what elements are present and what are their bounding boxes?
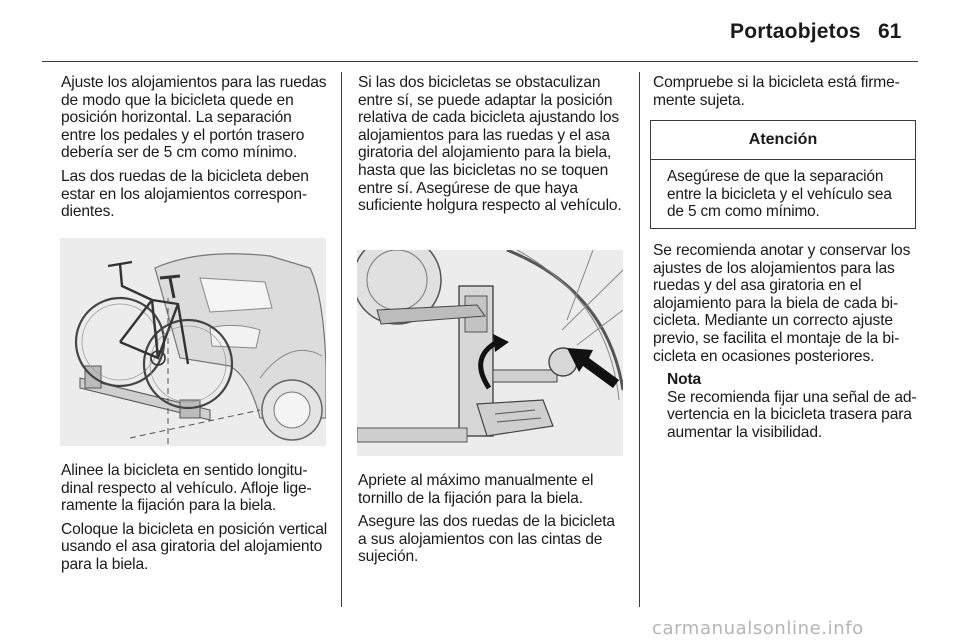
bike-carrier-illustration (60, 238, 326, 446)
note-block (653, 371, 921, 441)
paragraph: Asegure las dos ruedas de la bicicleta a sus alojamientos con las cintas de sujeción. (358, 513, 615, 566)
paragraph: Compruebe si la bicicleta está firmemente sujeta. (653, 74, 900, 109)
paragraph: Alinee la bicicleta en sentido longitudinal respecto al vehículo. Afloje ligeramente la fijación para la biela. (61, 462, 312, 515)
column-3-intro (653, 74, 921, 115)
column-1-bottom (61, 462, 329, 580)
paragraph: Las dos ruedas de la bicicleta deben estar en los alojamientos correspondientes. (61, 167, 309, 221)
column-1 (61, 74, 329, 227)
crank-clamp-figure (357, 250, 623, 456)
page-header (0, 0, 960, 62)
caution-box (650, 120, 916, 229)
note-text: Se recomienda fijar una señal de advertencia en la bicicleta trasera para aumentar la visibilidad. (667, 388, 917, 441)
bike-carrier-figure (60, 238, 326, 446)
paragraph: Se recomienda anotar y conservar los ajustes de los alojamientos para las ruedas y del asa giratoria en el alojamiento para la biela de cada bicicleta. Mediante un correcto ajuste previo, se facilita el montaje de la bicicleta en ocasiones posteriores. (653, 242, 911, 365)
header-rule (42, 61, 918, 62)
crank-clamp-illustration (357, 250, 623, 456)
paragraph: Apriete al máximo manualmente el tornillo de la fijación para la biela. (358, 472, 594, 507)
paragraph: Ajuste los alojamientos para las ruedas de modo que la bicicleta quede en posición horizontal. La separación entre los pedales y el portón trasero debería ser de 5 cm como mínimo. (61, 74, 327, 162)
section-title: Portaobjetos (730, 20, 861, 43)
caution-title: Atención (651, 121, 915, 160)
column-divider-2 (639, 72, 640, 607)
column-2 (358, 74, 626, 221)
column-3-body (653, 242, 921, 442)
column-2-bottom (358, 472, 626, 572)
caution-body: Asegúrese de que la separación entre la bicicleta y el vehículo sea de 5 cm como mínimo. (667, 168, 892, 221)
watermark: carmanualsonline.info (652, 618, 864, 639)
page-number: 61 (878, 20, 902, 43)
note-label: Nota (667, 371, 702, 389)
column-divider-1 (341, 72, 342, 607)
paragraph: Coloque la bicicleta en posición vertical usando el asa giratoria del alojamiento para la biela. (61, 520, 328, 573)
paragraph: Si las dos bicicletas se obstaculizan entre sí, se puede adaptar la posición relativa de cada bicicleta ajustando los alojamientos para las ruedas y el asa giratoria del alojamiento para la biela, hasta que las bicicletas no se toquen entre sí. Asegúrese de que haya suficiente holgura respecto al vehículo. (358, 74, 622, 215)
